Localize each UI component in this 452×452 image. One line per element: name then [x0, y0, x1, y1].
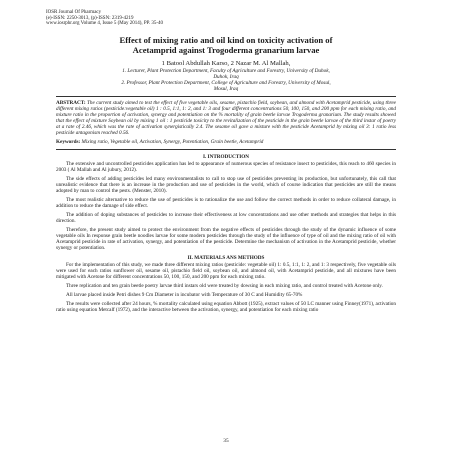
section-heading-introduction: I. INTRODUCTION: [202, 153, 250, 160]
divider-bottom: [56, 149, 396, 150]
paragraph: For the implementation of this study, we made three different mixing ratios (pesticide: vegetable oil) 1: 0.5, 1:1, 1: 2, and 1: 3 respectively, five vegetable oils were used for each ratios sunflower oil, sesame oil, pistachio field oil, soybean oil, and almond oil, with Acetamprid pesticide, and all mixtures have been mitigated with Acetone for different concentrations 50, 100, 150, and 200 ppm for each mixing ratio.: [56, 261, 396, 280]
paragraph: All larvae placed inside Petri dishes 9 Cm Diameter in incubator with Temperature of 30 C and Humidity 65-70%: [66, 291, 303, 298]
journal-name: IOSR Journal Of Pharmacy: [46, 10, 102, 15]
keywords: [56, 139, 396, 145]
paper-title: [56, 35, 396, 55]
paragraph: The addition of doping substances of pesticides to increase their effectiveness at low concentrations and use other methods and strategies that helps in this direction.: [56, 211, 396, 224]
affiliation-1: 1. Lecturer, Plant Protection Department, Faculty of Agriculture and Forestry, University of Duhok,: [122, 67, 330, 74]
authors: 1 Batool Abdullah Karso, 2 Nazar M. Al Mallah,: [161, 59, 291, 67]
affiliation-2: 2. Professor, Plant Protection Department, College of Agriculture and Forestry, University of Mosul,: [121, 79, 331, 86]
journal-volume: www.iosrphr.org Volume 4, Issue 5 (May 2014), PP. 35-40: [46, 21, 164, 27]
title-line-1: Effect of mixing ratio and oil kind on toxicity activation of: [119, 34, 333, 45]
abstract-text: The current study aimed to test the effect of five vegetable oils, sesame, pistachio field, soybean, and almond with Acetamprid pesticide, using three different mixing ratios (pesticide:vegetable oil) 1 : 0.5, 1:1, 1: 2, and 1: 3 and four different concentrations 50, 100, 150, and 200 ppm for each mixing ratio, and mixture ratio in the proportion of activation, synergy and potentiation on the % mortality of grain beetle larvae Trogoderma granarium. The study results showed that the effect of mixture Soybean oil by mixing 1 oil : 1 pesticide toxicity to the revitalization of the pesticide in the grain beetle larvae of the third instar of poetry at a rate of 2.46, which was the rate of activation synergistically 2.4. The sesame oil gave a mixture with the pesticide Acetamprid by mixing oil 3: 1 ratio less pesticide antagonism reached 0.56.: [56, 99, 396, 136]
page-number: 35: [223, 438, 229, 444]
keywords-text: Mixing ratio, Vegetable oil, Activation, Synergy, Potentiation, Grain beetle, Acetamprid: [80, 138, 264, 145]
abstract-label: ABSTRACT:: [56, 99, 86, 106]
journal-header: [46, 10, 396, 27]
divider-top: [56, 96, 396, 97]
paragraph: The side effects of adding pesticides led many environmentalists to call to stop use of pesticides preventing its production, but unfortunately, this call that unrealistic evidence that there is an increase in the production and use of pesticides in the world, which of course indication that pesticides are still the means adopted by man to control the pests. (Menster, 2010).: [56, 175, 396, 194]
paragraph: The results were collected after 24 hours, % mortality calculated using equation Abbott (1925), extract values of 50 LC manner using Finney(1971), activation ratio using equation Metcalf (1972), and the interactive between the activation, synergy, and potentiation for each mixing ratio: [56, 300, 396, 313]
paragraph: Three replication and ten grain beetle poetry larvae third instars old were treated by dowsing in each mixing ratio, and control treated with Acetone only.: [66, 282, 383, 289]
abstract: [56, 100, 396, 136]
paragraph: The extensive and uncontrolled pesticides application has led to appearance of numerous species of resistance insect to pesticides, this reach to 460 species in 2003 ( Al Mallah and Al jubury, 2012).: [56, 160, 396, 173]
paragraph: Therefore, the present study aimed to protect the environment from the negative effects of pesticides through the study of the dynamic influence of some vegetable oils In response grain beetle noodles larvae for some modern pesticides through the study of the influence of type of oil and the mixing ratio of oil with Acetamprid pesticide in rate of activation, synergy, and potentiation of the pesticide. Determine the mechanism of activation in the Acetamprid pesticide, whether synergy or potentiation.: [56, 226, 396, 251]
affiliation-1-location: Duhok, Iraq: [213, 73, 239, 80]
affiliations: [56, 68, 396, 92]
affiliation-2-location: Mosul, Iraq: [213, 85, 239, 92]
section-heading-methods: II. MATERIALS ANS METHODS: [187, 254, 265, 261]
keywords-label: Keywords:: [56, 138, 81, 145]
journal-issn: (e)-ISSN: 2250-3013, (p)-ISSN: 2319-4219: [46, 15, 134, 21]
title-line-2: Acetamprid against Trogoderma granarium larvae: [132, 44, 320, 55]
paragraph: The most realistic alternative to reduce the use of pesticides is to rationalize the use and follow the correct methods in order to reduce collateral damage, in addition to reduce the damage of side effect.: [56, 196, 396, 209]
